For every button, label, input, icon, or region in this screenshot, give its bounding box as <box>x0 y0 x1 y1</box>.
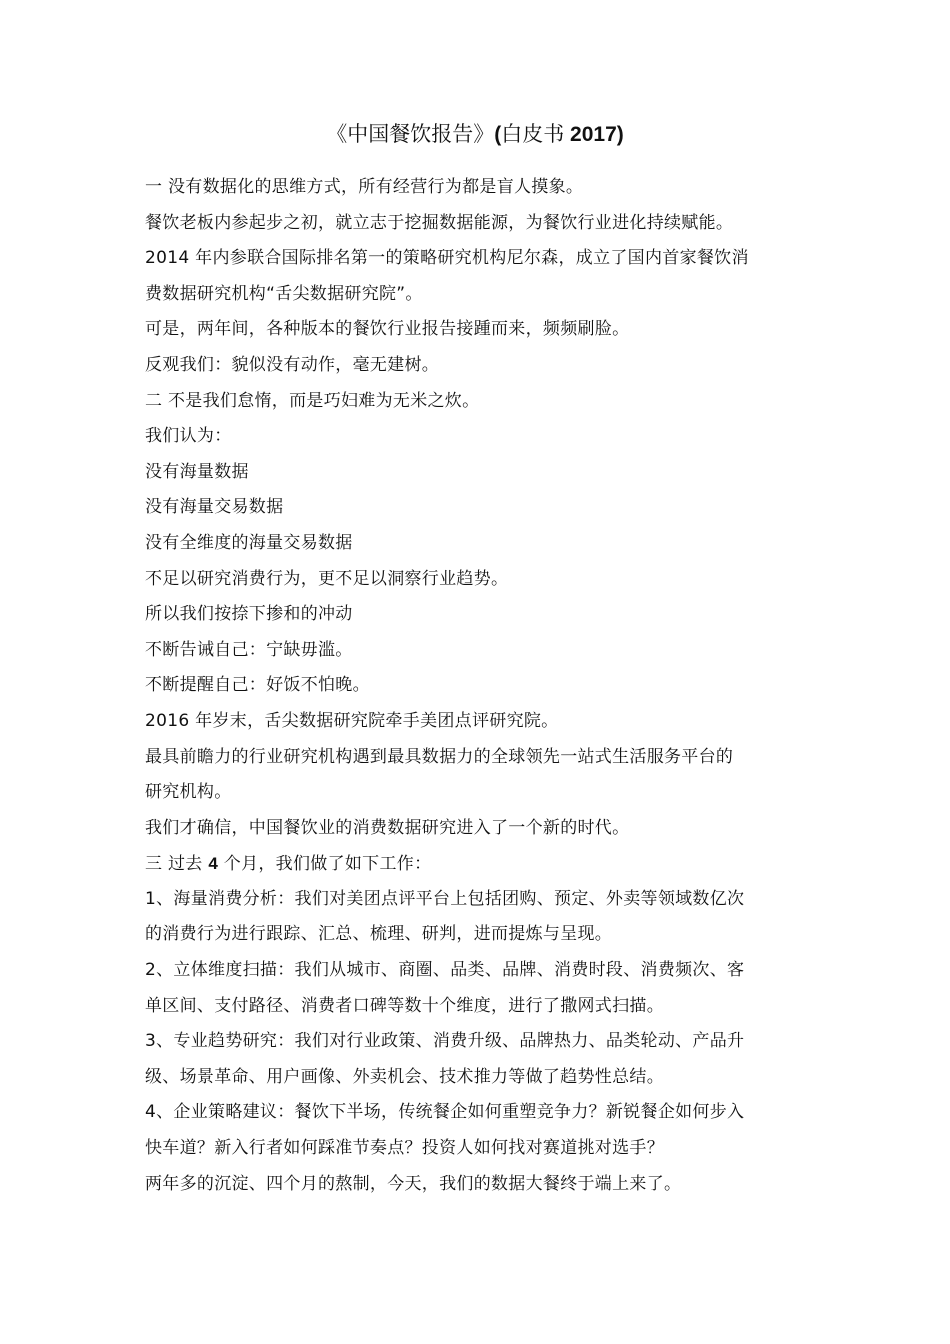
title-prefix: 《中国餐饮报告》 <box>326 122 495 146</box>
closing-line: 两年多的沉淀、四个月的熬制，今天，我们的数据大餐终于端上来了。 <box>145 1173 682 1194</box>
paragraph-line: 一 没有数据化的思维方式，所有经营行为都是盲人摸象。 <box>145 177 584 197</box>
work-item-line: 4、企业策略建议：餐饮下半场，传统餐企如何重塑竞争力？新锐餐企如何步入 <box>145 1102 745 1123</box>
paragraph-line: 可是，两年间，各种版本的餐饮行业报告接踵而来，频频刷脸。 <box>145 319 630 340</box>
paragraph-line: 我们认为： <box>145 426 232 447</box>
work-item-line: 单区间、支付路径、消费者口碑等数十个维度，进行了撒网式扫描。 <box>145 995 664 1016</box>
paragraph-line: 不断提醒自己：好饭不怕晚。 <box>145 675 370 696</box>
work-item-line: 1、海量消费分析：我们对美团点评平台上包括团购、预定、外卖等领域数亿次 <box>145 888 745 909</box>
title-year: 2017) <box>564 123 624 146</box>
title-bracket-open: ( <box>494 123 502 146</box>
work-item-line: 的消费行为进行跟踪、汇总、梳理、研判，进而提炼与呈现。 <box>145 924 613 945</box>
section-three-suffix: 个月，我们做了如下工作： <box>218 854 432 875</box>
paragraph-line: 不断告诫自己：宁缺毋滥。 <box>145 639 353 660</box>
paragraph-line: 反观我们：貌似没有动作，毫无建树。 <box>145 354 440 375</box>
paragraph-line: 没有海量交易数据 <box>145 497 284 518</box>
paragraph-line: 研究机构。 <box>145 782 232 803</box>
title-middle: 白皮书 <box>501 122 565 146</box>
paragraph-line: 我们才确信，中国餐饮业的消费数据研究进入了一个新的时代。 <box>145 817 630 838</box>
paragraph-line: 餐饮老板内参起步之初，就立志于挖掘数据能源，为餐饮行业进化持续赋能。 <box>145 212 734 233</box>
work-item-line: 3、专业趋势研究：我们对行业政策、消费升级、品牌热力、品类轮动、产品升 <box>145 1031 745 1052</box>
section-three-heading <box>145 846 815 882</box>
paragraph-line: 2016 年岁末，舌尖数据研究院牵手美团点评研究院。 <box>145 710 559 731</box>
paragraph-line: 费数据研究机构“舌尖数据研究院”。 <box>145 283 423 304</box>
paragraph-line: 不足以研究消费行为，更不足以洞察行业趋势。 <box>145 568 509 589</box>
section-three-number: 4 <box>208 854 219 874</box>
document-title <box>0 116 950 153</box>
paragraph-line: 没有海量数据 <box>145 461 249 482</box>
paragraph-line: 二 不是我们怠惰，而是巧妇难为无米之炊。 <box>145 390 480 411</box>
work-item-line: 快车道？新入行者如何踩准节奏点？投资人如何找对赛道挑对选手？ <box>145 1138 664 1159</box>
work-item-line: 2、立体维度扫描：我们从城市、商圈、品类、品牌、消费时段、消费频次、客 <box>145 960 745 981</box>
document-body <box>145 170 815 1202</box>
paragraph-line: 最具前瞻力的行业研究机构遇到最具数据力的全球领先一站式生活服务平台的 <box>145 746 734 767</box>
section-three-prefix: 三 过去 <box>145 854 209 875</box>
paragraph-line: 所以我们按捺下掺和的冲动 <box>145 604 353 625</box>
paragraph-line: 没有全维度的海量交易数据 <box>145 532 353 553</box>
work-item-line: 级、场景革命、用户画像、外卖机会、技术推力等做了趋势性总结。 <box>145 1066 664 1087</box>
paragraph-line: 2014 年内参联合国际排名第一的策略研究机构尼尔森，成立了国内首家餐饮消 <box>145 248 749 269</box>
